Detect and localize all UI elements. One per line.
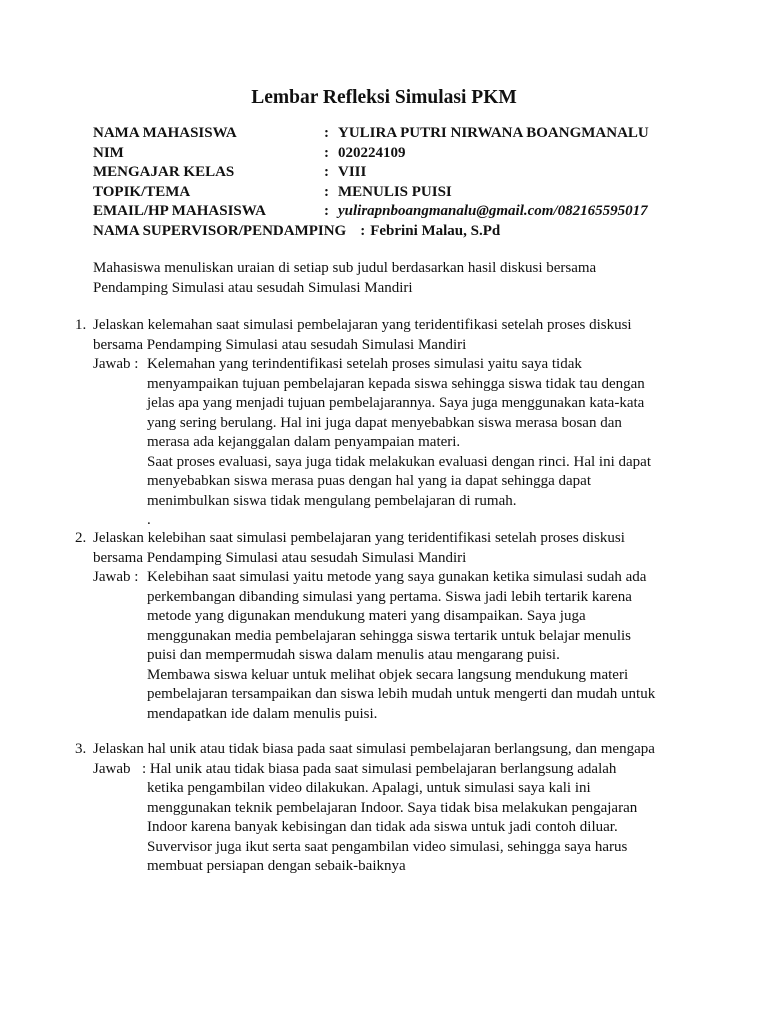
answer-line: menimbulkan siswa tidak mengulang pembelajaran di rumah. (147, 492, 517, 509)
info-label: NAMA SUPERVISOR/PENDAMPING (93, 222, 347, 239)
document-title: Lembar Refleksi Simulasi PKM (251, 87, 517, 108)
info-row-kelas (93, 163, 753, 183)
answer-line: mendapatkan ide dalam menulis puisi. (147, 705, 378, 722)
answer-line: ketika pengambilan video dilakukan. Apalagi, untuk simulasi saya kali ini (147, 780, 591, 796)
answer-line: puisi dan mempermudah siswa dalam menulis atau mengarang puisi. (147, 647, 560, 663)
instruction-paragraph (93, 258, 653, 298)
instruction-line: Mahasiswa menuliskan uraian di setiap sub judul berdasarkan hasil diskusi bersama (93, 260, 597, 276)
answer-line: Indoor karena banyak kebisingan dan tidak ada siswa untuk jadi contoh diluar. (147, 819, 618, 835)
answer-line: menyebabkan siswa merasa puas dengan hal yang ia dapat sehingga dapat (147, 473, 592, 489)
answer-text (147, 355, 707, 531)
jawab-label: Jawab : (93, 569, 139, 585)
answer-text (142, 760, 707, 877)
answer-line: Suvervisor juga ikut serta saat pengambilan video simulasi, sehingga saya harus (147, 838, 628, 855)
jawab-label: Jawab (93, 760, 131, 777)
info-row-supervisor (93, 222, 753, 242)
jawab-label: Jawab : (93, 356, 139, 372)
answer-line: menggunakan teknik pembelajaran Indoor. Saya tidak bisa melakukan pengajaran (147, 799, 638, 816)
question-line: Jelaskan hal unik atau tidak biasa pada saat simulasi pembelajaran berlangsung, dan mengapa (93, 741, 655, 757)
question-text (93, 316, 683, 355)
answer-line: . (147, 512, 151, 528)
answer-text (147, 568, 707, 724)
info-row-nama (93, 124, 753, 144)
info-value: YULIRA PUTRI NIRWANA BOANGMANALU (338, 125, 649, 141)
question-number: 1. (75, 317, 87, 333)
answer-line: metode yang digunakan mendukung materi yang disampaikan. Saya juga (147, 608, 586, 624)
info-value: VIII (338, 164, 367, 180)
answer-line: perkembangan dibanding simulasi yang pertama. Siswa jadi lebih tertarik karena (147, 588, 632, 605)
info-colon: : (324, 183, 329, 200)
info-colon: : (324, 164, 329, 180)
info-colon: : (324, 125, 329, 141)
student-info (93, 124, 753, 241)
answer-line: : Hal unik atau tidak biasa pada saat simulasi pembelajaran berlangsung adalah (142, 760, 617, 777)
question-line: Jelaskan kelemahan saat simulasi pembelajaran yang teridentifikasi setelah proses diskusi (93, 317, 632, 333)
question-line: bersama Pendamping Simulasi atau sesudah Simulasi Mandiri (93, 549, 467, 566)
question-text (93, 740, 683, 760)
info-row-email (93, 202, 753, 222)
info-row-topik (93, 183, 753, 203)
answer-line: menyampaikan tujuan pembelajaran kepada siswa sehingga siswa tidak tau dengan (147, 375, 645, 392)
info-value: MENULIS PUISI (338, 183, 452, 200)
question-line: bersama Pendamping Simulasi atau sesudah Simulasi Mandiri (93, 336, 467, 353)
answer-line: membuat persiapan dengan sebaik-baiknya (147, 858, 406, 874)
answer-line: yang sering berulang. Hal ini juga dapat menyebabkan siswa merasa bosan dan (147, 414, 622, 431)
info-value: yulirapnboangmanalu@gmail.com/082165595017 (338, 203, 648, 219)
answer-line: menggunakan media pembelajaran sehingga siswa tertarik untuk belajar menulis (147, 627, 632, 644)
info-label: NAMA MAHASISWA (93, 125, 237, 141)
info-colon: : (360, 222, 366, 239)
info-colon: : (324, 144, 329, 161)
question-number: 3. (75, 741, 87, 757)
answer-line: Kelebihan saat simulasi yaitu metode yang saya gunakan ketika simulasi sudah ada (147, 569, 647, 585)
info-label: NIM (93, 144, 124, 161)
answer-line: merasa ada kejanggalan dalam penyampaian materi. (147, 434, 461, 450)
info-label: EMAIL/HP MAHASISWA (93, 203, 266, 219)
answer-line: pembelajaran tersampaikan dan siswa lebih mudah untuk mengerti dan mudah untuk (147, 686, 656, 702)
info-label: TOPIK/TEMA (93, 183, 191, 200)
info-value: 020224109 (338, 144, 406, 161)
question-line: Jelaskan kelebihan saat simulasi pembelajaran yang teridentifikasi setelah proses diskusi (93, 530, 625, 546)
answer-line: Membawa siswa keluar untuk melihat objek secara langsung mendukung materi (147, 666, 629, 683)
info-value: Febrini Malau, S.Pd (370, 222, 501, 239)
info-row-nim (93, 144, 753, 164)
instruction-line: Pendamping Simulasi atau sesudah Simulasi Mandiri (93, 280, 413, 296)
question-text (93, 529, 683, 568)
info-label: MENGAJAR KELAS (93, 164, 235, 180)
answer-line: Kelemahan yang terindentifikasi setelah proses simulasi yaitu saya tidak (147, 356, 582, 372)
answer-line: jelas apa yang menjadi tujuan pembelajarannya. Saya juga menggunakan kata-kata (147, 395, 645, 411)
answer-line: Saat proses evaluasi, saya juga tidak melakukan evaluasi dengan rinci. Hal ini dapat (147, 453, 652, 470)
question-number: 2. (75, 530, 87, 546)
info-colon: : (324, 203, 329, 219)
